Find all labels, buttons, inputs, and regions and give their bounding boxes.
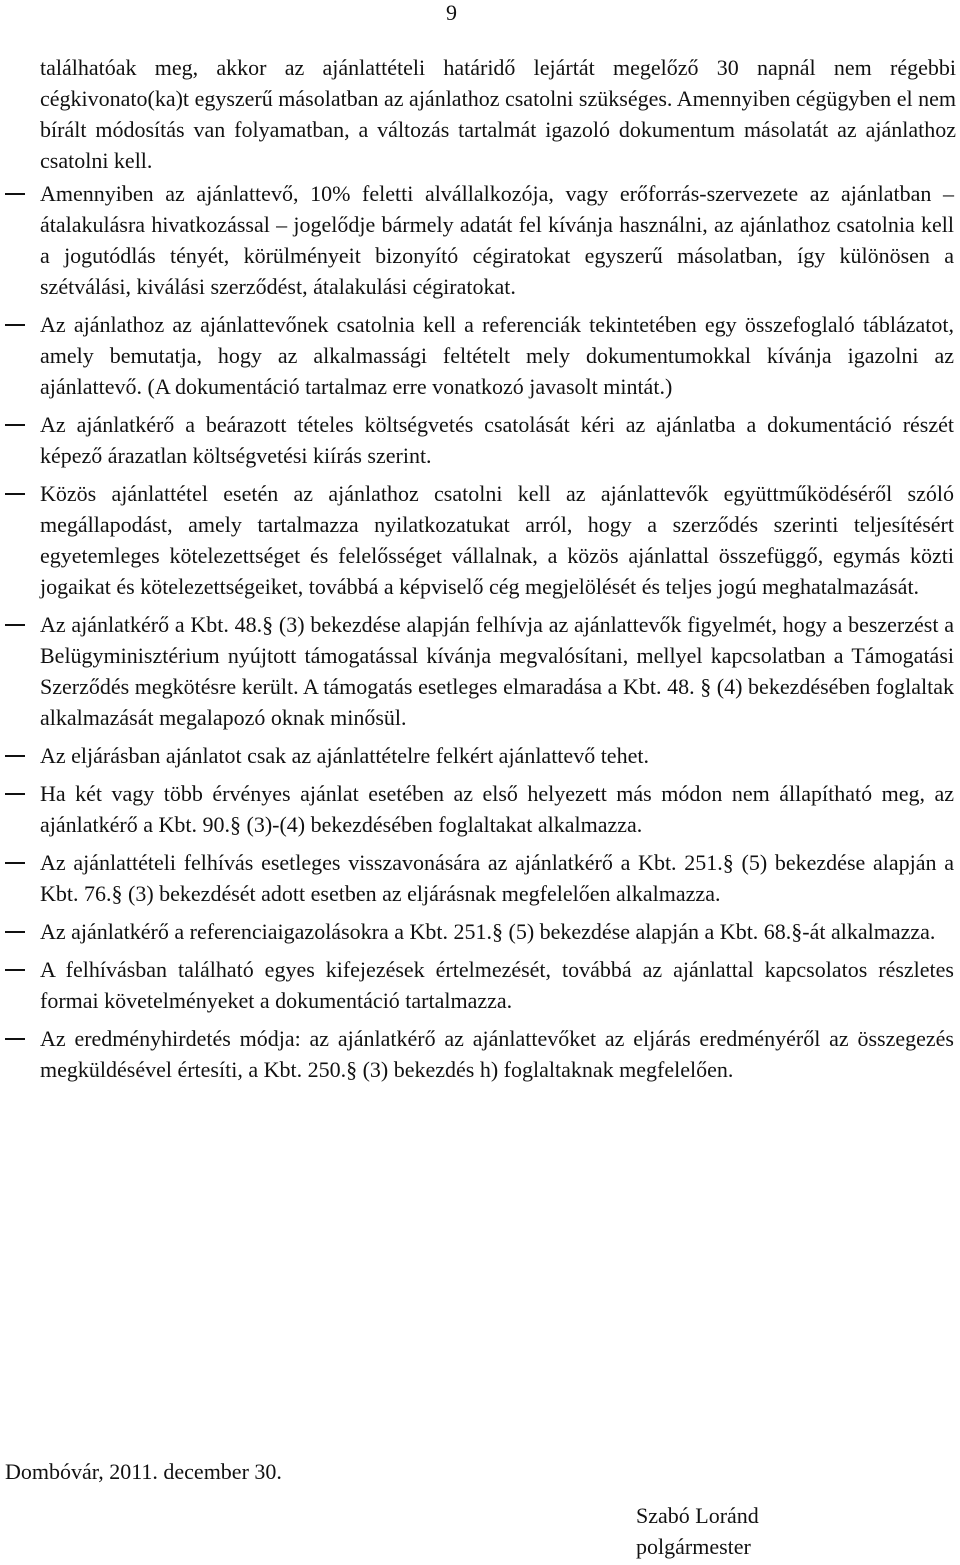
place-date: Dombóvár, 2011. december 30. [5,1459,282,1484]
dash-bullet [5,624,25,626]
list-item-text: Az eredményhirdetés módja: az ajánlatkérő az ajánlattevőket az eljárás eredményéről az összegezés megküldésével értesíti, a Kbt. 250.§ (3) bekezdés h) foglaltaknak megfelelően. [40,1026,954,1082]
list-item [0,847,954,909]
dash-bullet [5,493,25,495]
list-item [0,1023,954,1085]
list-item [0,609,954,733]
dash-bullet [5,193,25,195]
dash-bullet [5,931,25,933]
signatory-title: polgármester [636,1534,751,1559]
list-item [0,740,954,771]
list-item [0,178,954,302]
list-item [0,778,954,840]
dash-bullet [5,793,25,795]
list-item-text: Az ajánlattételi felhívás esetleges visszavonására az ajánlatkérő a Kbt. 251.§ (5) bekezdése alapján a Kbt. 76.§ (3) bekezdését adott esetben az eljárásnak megfelelően alkalmazza. [40,850,954,906]
list-item-text: A felhívásban található egyes kifejezések értelmezését, továbbá az ajánlattal kapcsolatos részletes formai követelményeket a dokumentáció tartalmazza. [40,957,954,1013]
list-item [0,954,954,1016]
list-item-text: Közös ajánlattétel esetén az ajánlathoz csatolni kell az ajánlattevők együttműködéséről szóló megállapodást, amely tartalmazza nyilatkozatukat arról, hogy a szerződés szerinti teljesítésért egyetemleges kötelezettséget és felelősséget vállalnak, a közös ajánlattal összefüggő, egymás közti jogaikat és kötelezettségeiket, továbbá a képviselő cég megjelölését és teljes jogú meghatalmazását. [40,481,954,599]
dash-bullet [5,324,25,326]
list-item-text: Az ajánlatkérő a Kbt. 48.§ (3) bekezdése alapján felhívja az ajánlattevők figyelmét, hogy a beszerzést a Belügyminisztérium nyújtott támogatással kívánja megvalósítani, mellyel kapcsolatban a Támogatási Szerződés megkötésre került. A támogatás esetleges elmaradása a Kbt. 48. § (4) bekezdésében foglaltak alkalmazását megalapozó oknak minősül. [40,612,954,730]
conditions-list [0,178,960,1092]
list-item-text: Az eljárásban ajánlatot csak az ajánlattételre felkért ajánlattevő tehet. [40,743,649,768]
list-item-text: Ha két vagy több érvényes ajánlat esetében az első helyezett más módon nem állapítható meg, az ajánlatkérő a Kbt. 90.§ (3)-(4) bekezdésében foglaltakat alkalmazza. [40,781,954,837]
dash-bullet [5,969,25,971]
signature-block [636,1500,759,1562]
list-item-text: Az ajánlatkérő a referenciaigazolásokra a Kbt. 251.§ (5) bekezdése alapján a Kbt. 68.§-át alkalmazza. [40,919,936,944]
list-item-text: Amennyiben az ajánlattevő, 10% feletti alvállalkozója, vagy erőforrás-szervezete az ajánlatban – átalakulásra hivatkozással – jogelődje bármely adatát fel kívánja használni, az ajánlathoz csatolnia kell a jogutódlás tényét, körülményeit bizonyító cégiratokat egyszerű másolatban, így különösen a szétválási, kiválási szerződést, átalakulási cégiratokat. [40,181,954,299]
dash-bullet [5,862,25,864]
list-item-text: Az ajánlathoz az ajánlattevőnek csatolnia kell a referenciák tekintetében egy összefoglaló táblázatot, amely bemutatja, hogy az alkalmassági feltételt mely dokumentumokkal kívánja igazolni az ajánlattevő. (A dokumentáció tartalmaz erre vonatkozó javasolt mintát.) [40,312,954,399]
list-item [0,309,954,402]
dash-bullet [5,1038,25,1040]
dash-bullet [5,424,25,426]
list-item [0,409,954,471]
dash-bullet [5,755,25,757]
list-item [0,916,954,947]
signatory-name: Szabó Loránd [636,1503,759,1528]
list-item-text: Az ajánlatkérő a beárazott tételes költségvetés csatolását kéri az ajánlatba a dokumentáció részét képező árazatlan költségvetési kiírás szerint. [40,412,954,468]
page-number: 9 [446,0,457,25]
intro-paragraph: találhatóak meg, akkor az ajánlattételi határidő lejártát megelőző 30 napnál nem régebbi cégkivonato(ka)t egyszerű másolatban az ajánlathoz csatolni szükséges. Amennyiben cégügyben el nem bírált módosítás van folyamatban, a változás tartalmát igazoló dokumentum másolatát az ajánlathoz csatolni kell. [40,55,956,173]
list-item [0,478,954,602]
